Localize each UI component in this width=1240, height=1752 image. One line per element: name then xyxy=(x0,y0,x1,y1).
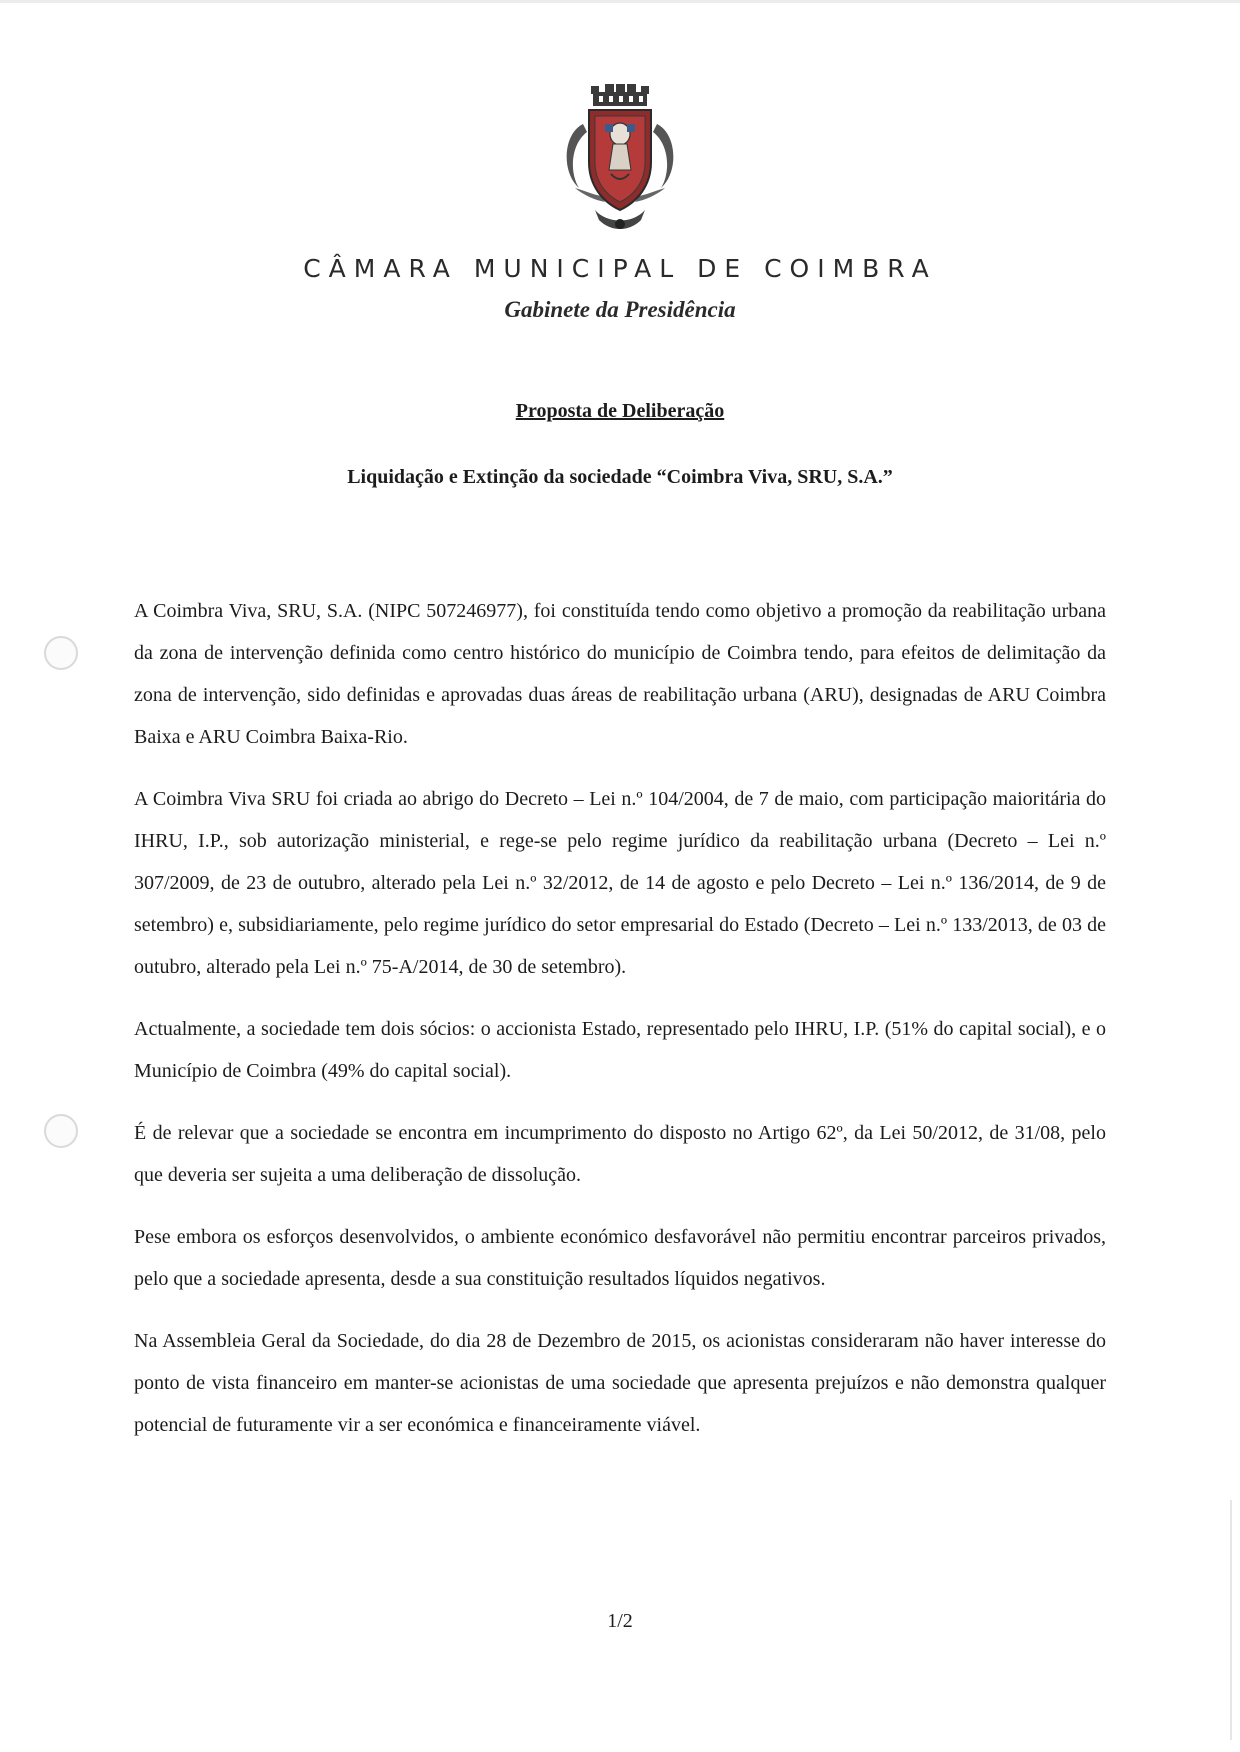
punch-hole-icon xyxy=(44,1114,78,1148)
scan-top-edge xyxy=(0,0,1240,3)
page-number: 1/2 xyxy=(607,1610,633,1632)
paragraph: A Coimbra Viva SRU foi criada ao abrigo do Decreto – Lei n.º 104/2004, de 7 de maio, com participação maioritária do IHRU, I.P., sob autorização ministerial, e rege-se pelo regime jurídico da reabilitação urbana (Decreto – Lei n.º 307/2009, de 23 de outubro, alterado pela Lei n.º 32/2012, de 14 de agosto e pelo Decreto – Lei n.º 136/2014, de 9 de setembro) e, subsidiariamente, pelo regime jurídico do setor empresarial do Estado (Decreto – Lei n.º 133/2013, de 03 de outubro, alterado pela Lei n.º 75-A/2014, de 30 de setembro). xyxy=(134,788,1106,978)
paragraph: Pese embora os esforços desenvolvidos, o ambiente económico desfavorável não permitiu encontrar parceiros privados, pelo que a sociedade apresenta, desde a sua constituição resultados líquidos negativos. xyxy=(134,1226,1106,1290)
document-subject: Liquidação e Extinção da sociedade “Coimbra Viva, SRU, S.A.” xyxy=(347,466,893,488)
paragraph: Na Assembleia Geral da Sociedade, do dia 28 de Dezembro de 2015, os acionistas consideraram não haver interesse do ponto de vista financeiro em manter-se acionistas de uma sociedade que apresenta prejuízos e não demonstra qualquer potencial de futuramente vir a ser económica e financeiramente viável. xyxy=(134,1330,1106,1436)
paragraph: Actualmente, a sociedade tem dois sócios: o accionista Estado, representado pelo IHRU, I.P. (51% do capital social), e o Município de Coimbra (49% do capital social). xyxy=(134,1018,1106,1082)
institution-name: CÂMARA MUNICIPAL DE COIMBRA xyxy=(303,254,937,283)
paragraph: É de relevar que a sociedade se encontra em incumprimento do disposto no Artigo 62º, da Lei 50/2012, de 31/08, pelo que deveria ser sujeita a uma deliberação de dissolução. xyxy=(134,1122,1106,1186)
document-type: Proposta de Deliberação xyxy=(515,400,725,422)
punch-hole-icon xyxy=(44,636,78,670)
document-body xyxy=(134,590,1106,1466)
paragraph: A Coimbra Viva, SRU, S.A. (NIPC 507246977), foi constituída tendo como objetivo a promoção da reabilitação urbana da zona de intervenção definida como centro histórico do município de Coimbra tendo, para efeitos de delimitação da zona de intervenção, sido definidas e aprovadas duas áreas de reabilitação urbana (ARU), designadas de ARU Coimbra Baixa e ARU Coimbra Baixa-Rio. xyxy=(134,600,1106,748)
coat-of-arms-icon xyxy=(555,84,685,234)
office-name: Gabinete da Presidência xyxy=(504,297,736,322)
